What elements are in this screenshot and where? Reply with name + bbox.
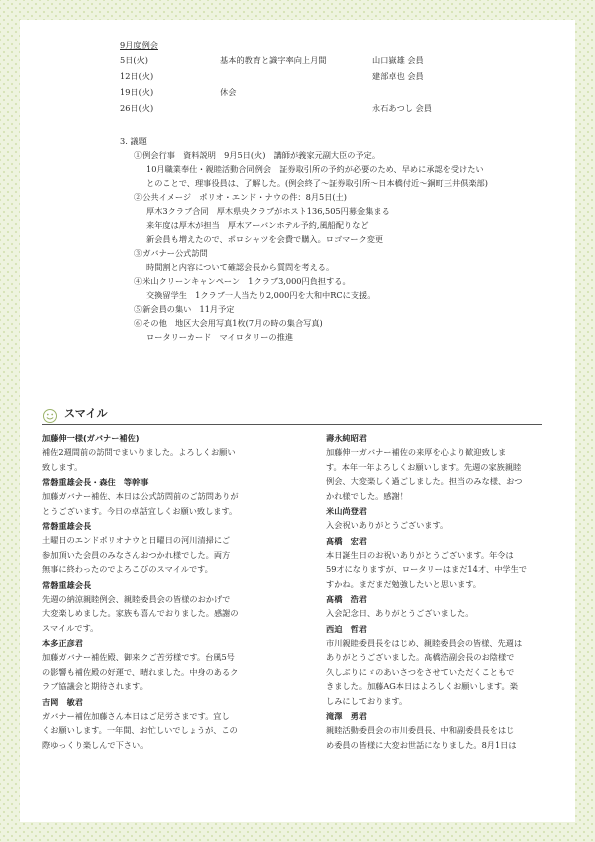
smile-entry-line: 久しぶりにゞのあいさつをさせていただくこともで [326,666,515,677]
smile-entry-line: 加藤ガバナー補佐殿、御来クご苦労様です。台風5号 [42,652,235,662]
smile-entry [326,432,551,503]
smile-entry-line: 加藤伸一ガバナー補佐の来厚を心より歓迎致しま [326,447,507,457]
agenda-line: 来年度は厚木が担当 厚木アーバンホテル予約,風船配りなど [146,220,369,230]
schedule-row [120,86,480,98]
smile-entry-body [42,533,267,577]
smile-entry-name: 髙橋 浩君 [326,594,367,604]
agenda-line: とのことで、理事役員は、了解した。(例会終了～証券取引所～日本橋付近～銅町三井倶楽部) [146,178,488,188]
smile-entry-line: 市川親睦委員長をはじめ、親睦委員会の皆様、先週は [326,637,523,648]
smile-entry-line: 無事に終わったのでよろこびのスマイルです。 [42,564,213,574]
smile-entry-line: の影響も補佐殿の好運で、晴れました。中身のあるク [42,666,239,677]
smile-entry-name: 吉岡 敏君 [42,696,83,707]
smile-entry-name: 本多正彦君 [42,638,83,648]
smile-entry [326,710,551,752]
smile-entry-name: 米山尚登君 [326,506,367,516]
smile-entry-line: 土曜日のエンドポリオナウと日曜日の河川清掃にご [42,535,231,545]
agenda-item: ③ガバナー公式訪問 [134,248,208,258]
smile-entry [42,520,267,577]
schedule-date: 12日(火) [120,71,154,81]
smile-entry [326,535,551,592]
smile-entry [42,696,267,753]
smile-header [42,406,542,425]
smile-entry [326,593,551,621]
agenda-line: 時間割と内容について確認会長から質問を考える。 [146,262,335,272]
schedule-row [120,54,480,66]
smile-entry-line: ありがとうございました。髙橋浩副会長のお陰様で [326,652,515,662]
smile-entry-name: 常磐重雄会長・森住 等幹事 [42,477,149,487]
smile-entry-line: きました。加藤AG本日はよろしくお願いします。楽 [326,681,518,691]
smile-entry-line: 入会祝いありがとうございます。 [326,520,449,530]
smile-entry-body [42,650,267,694]
smile-entry-line: かれ様でした。感謝！ [326,490,408,501]
smile-entry-body [326,606,551,621]
smile-entry-line: ラブ協議会と期待されます。 [42,681,148,691]
schedule-date: 26日(火) [120,103,154,113]
agenda-line: 10月職業奉仕・親睦活動合同例会 証券取引所の予約が必要のため、早めに承認を受けたい [146,164,484,174]
agenda-item: ⑤新会員の集い 11月予定 [134,304,235,314]
smile-entry-line: め委員の皆様に大変お世話になりました。8月1日は [326,739,517,750]
schedule-speaker: 山口嶽雄 会員 [372,55,424,65]
smile-entry-line: 加藤ガバナー補佐、本日は公式訪問前のご訪問ありが [42,491,239,501]
smile-entry-line: しみにしております。 [326,695,408,706]
smile-entry [42,476,267,518]
smile-entry-line: すかね。まだまだ勉強したいと思います。 [326,578,481,589]
smile-entry-body [326,445,551,503]
smile-entry [326,623,551,709]
smile-entry-line: 大変楽しめました。家族も喜んでおりました。感謝の [42,608,239,618]
smile-entry-line: スマイルです。 [42,622,99,633]
smile-entry-line: とうございます。今日の卓話宜しくお願い致します。 [42,505,238,516]
smile-entry-name: 壽永純昭君 [326,433,367,443]
agenda-line: ロータリーカード マイロタリーの推進 [146,332,294,342]
smile-entry-line: ガバナー補佐加藤さん本日はご足労さまです。宜し [42,710,230,721]
schedule-row [120,70,480,82]
agenda-line: 厚木3クラブ合同 厚木県央クラブがホスト136,505円募金集まる [146,206,390,216]
schedule-speaker: 建部卓也 会員 [372,71,424,81]
schedule-speaker: 永石あつし 会員 [372,103,432,113]
schedule-event: 基本的教育と識字率向上月間 [220,55,327,65]
smile-entry-line: 際ゆっくり楽しんで下さい。 [42,739,149,750]
smile-entry [42,432,267,474]
smile-entry-line: 入会記念日、ありがとうございました。 [326,608,474,618]
agenda-item: ①例会行事 資料説明 9月5日(火) 講師が義家元副大臣の予定。 [134,150,381,160]
smile-entry-body [326,548,551,592]
smile-entry-name: 滝澤 勇君 [326,711,367,721]
smile-entry-name: 西迫 哲君 [326,623,367,634]
agenda-item: ②公共イメージ ポリオ・エンド・ナウの件：8月5日(土) [134,192,347,202]
agenda-item: ⑥その他 地区大会用写真1枚(7月の時の集合写真) [134,318,323,328]
smile-entry-line: 補佐2週間前の訪問でまいりました。よろしくお願い [42,447,236,457]
smile-entry [326,505,551,533]
smile-entry-name: 髙橋 宏君 [326,535,367,546]
agenda-item: ④米山クリーンキャンペーン 1クラブ3,000円負担する。 [134,276,351,286]
smile-entry-body [326,636,551,709]
schedule-event: 休会 [220,87,237,97]
smile-entry-name: 加藤伸一様(ガバナー補佐) [42,433,140,443]
agenda-line: 新会員も増えたので、ポロシャツを会費で購入。ロゴマーク変更 [146,234,384,244]
smile-entry-line: 致します。 [42,461,83,472]
schedule-title: 9月度例会 [120,40,158,50]
smile-entry-line: 例会、大変楽しく過ごしました。担当のみな様、おつ [326,476,523,486]
smile-entry-body [326,518,551,533]
smile-entry-line: 先週の納涼親睦例会、親睦委員会の皆様のおかげで [42,593,231,604]
schedule-date: 5日(火) [120,55,148,65]
schedule-date: 19日(火) [120,87,154,97]
smile-column-left [42,432,267,754]
smile-entry [42,579,267,636]
agenda-line: 交換留学生 1クラブ一人当たり2,000円を大和中RCに支援。 [146,290,376,300]
smile-entry-body [42,592,267,636]
smile-entry-body [326,723,551,752]
smile-entry-line: 親睦活動委員会の市川委員長、中和副委員長をはじ [326,725,515,735]
smile-entry-name: 常磐重雄会長 [42,579,92,590]
smile-entry [42,637,267,694]
smile-entry-body [42,445,267,474]
schedule-row [120,102,480,114]
smile-entry-line: 59才になりますが、ロータリーはまだ14才、中学生で [326,564,527,574]
smile-mark-icon [42,408,58,424]
smile-entry-body [42,709,267,753]
smile-entry-line: くお願いします。一年間、お忙しいでしょうが、この [42,725,238,735]
smile-entry-name: 常磐重雄会長 [42,521,92,531]
smile-entry-line: す。本年一年よろしくお願いします。先週の家族親睦 [326,461,522,472]
smile-entry-body [42,489,267,518]
agenda-section [120,134,560,344]
smile-column-right [326,432,551,754]
page [20,20,575,822]
smile-title: スマイル [64,407,108,420]
smile-entry-line: 本日誕生日のお祝いありがとうございます。年令は [326,549,514,560]
smile-entry-line: 参加頂いた会員のみなさんおつかれ様でした。両方 [42,549,231,560]
agenda-heading: 3. 議題 [120,136,147,146]
